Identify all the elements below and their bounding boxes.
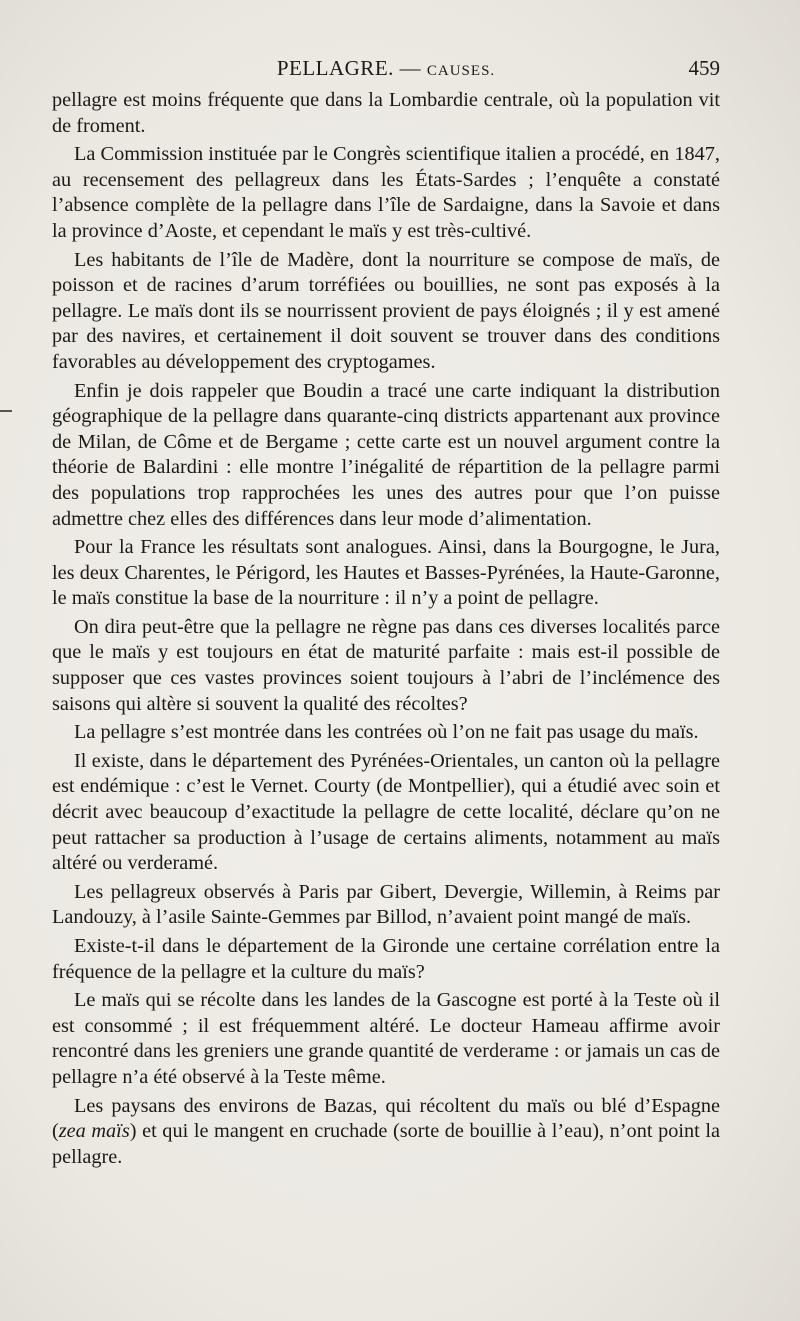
running-title-main: PELLAGRE. — (276, 56, 427, 80)
paragraph-12-after: ) et qui le mangent en cruchade (sorte de bouillie à l’eau), n’ont point la pellagre. (52, 1120, 720, 1168)
paragraph-6: On dira peut-être que la pellagre ne règne pas dans ces diverses localités parce que le maïs y est toujours en état de maturité parfaite : mais est-il possible de supposer que ces vastes provinces soient toujours à l’abri de l’inclémence des saisons qui altère si souvent la qualité des récoltes? (52, 615, 720, 715)
paragraph-4: Enfin je dois rappeler que Boudin a tracé une carte indiquant la distribution géographique de la pellagre dans quarante-cinq districts appartenant aux province de Milan, de Côme et de Bergame ; cette carte est un nouvel argument contre la théorie de Balardini : elle montre l’inégalité de répartition de la pellagre parmi des populations trop rapprochées les unes des autres pour que l’on puisse admettre chez elles des différences dans leur mode d’alimentation. (52, 379, 720, 530)
paragraph-3: Les habitants de l’île de Madère, dont la nourriture se compose de maïs, de poisson et de racines d’arum torréfiées ou bouillies, ne sont pas exposés à la pellagre. Le maïs dont ils se nourrissent provient de pays éloignés ; il y est amené par des navires, et certainement il doit souvent se trouver dans des conditions favorables au développement des cryptogames. (52, 248, 720, 373)
paragraph-12-italic: zea maïs (58, 1120, 130, 1143)
paragraph-11: Le maïs qui se récolte dans les landes de la Gascogne est porté à la Teste où il est consommé ; il est fréquemment altéré. Le docteur Hameau affirme avoir rencontré dans les greniers une grande quantité de verderame : or jamais un cas de pellagre n’a été observé à la Teste même. (52, 989, 720, 1088)
paragraph-1: pellagre est moins fréquente que dans la Lombardie centrale, où la population vit de froment. (52, 89, 720, 137)
page-number: 459 (688, 56, 720, 80)
body-text (52, 88, 720, 1170)
paragraph-8: Il existe, dans le département des Pyrénées-Orientales, un canton où la pellagre est endémique : c’est le Vernet. Courty (de Montpellier), qui a étudié avec soin et décrit avec beaucoup d’exactitude la pellagre de cette localité, déclare qu’on ne peut rattacher sa production à l’usage de certains aliments, notamment au maïs altéré ou verderamé. (52, 749, 720, 875)
paragraph-9: Les pellagreux observés à Paris par Gibert, Devergie, Willemin, à Reims par Landouzy, à l’asile Sainte-Gemmes par Billod, n’avaient point mangé de maïs. (52, 880, 720, 929)
paragraph-2: La Commission instituée par le Congrès scientifique italien a procédé, en 1847, au recensement des pellagreux dans les États-Sardes ; l’enquête a constaté l’absence complète de la pellagre dans l’île de Sardaigne, dans la Savoie et dans la province d’Aoste, et cependant le maïs y est très-cultivé. (52, 143, 720, 242)
margin-mark (0, 410, 12, 412)
paragraph-7: La pellagre s’est montrée dans les contrées où l’on ne fait pas usage du maïs. (74, 721, 699, 744)
paragraph-12 (52, 1094, 720, 1171)
page-header (52, 56, 720, 86)
paragraph-5: Pour la France les résultats sont analogues. Ainsi, dans la Bourgogne, le Jura, les deux Charentes, le Périgord, les Hautes et Basses-Pyrénées, la Haute-Garonne, le maïs constitue la base de la nourriture : il n’y a point de pellagre. (52, 536, 720, 610)
paragraph-12-before: Les paysans des environs de Bazas, qui récoltent du maïs ou blé d’Espagne ( (52, 1094, 720, 1143)
running-title-section: CAUSES. (426, 63, 496, 79)
paragraph-10: Existe-t-il dans le département de la Gironde une certaine corrélation entre la fréquence de la pellagre et la culture du maïs? (52, 935, 720, 983)
running-title (52, 56, 720, 81)
